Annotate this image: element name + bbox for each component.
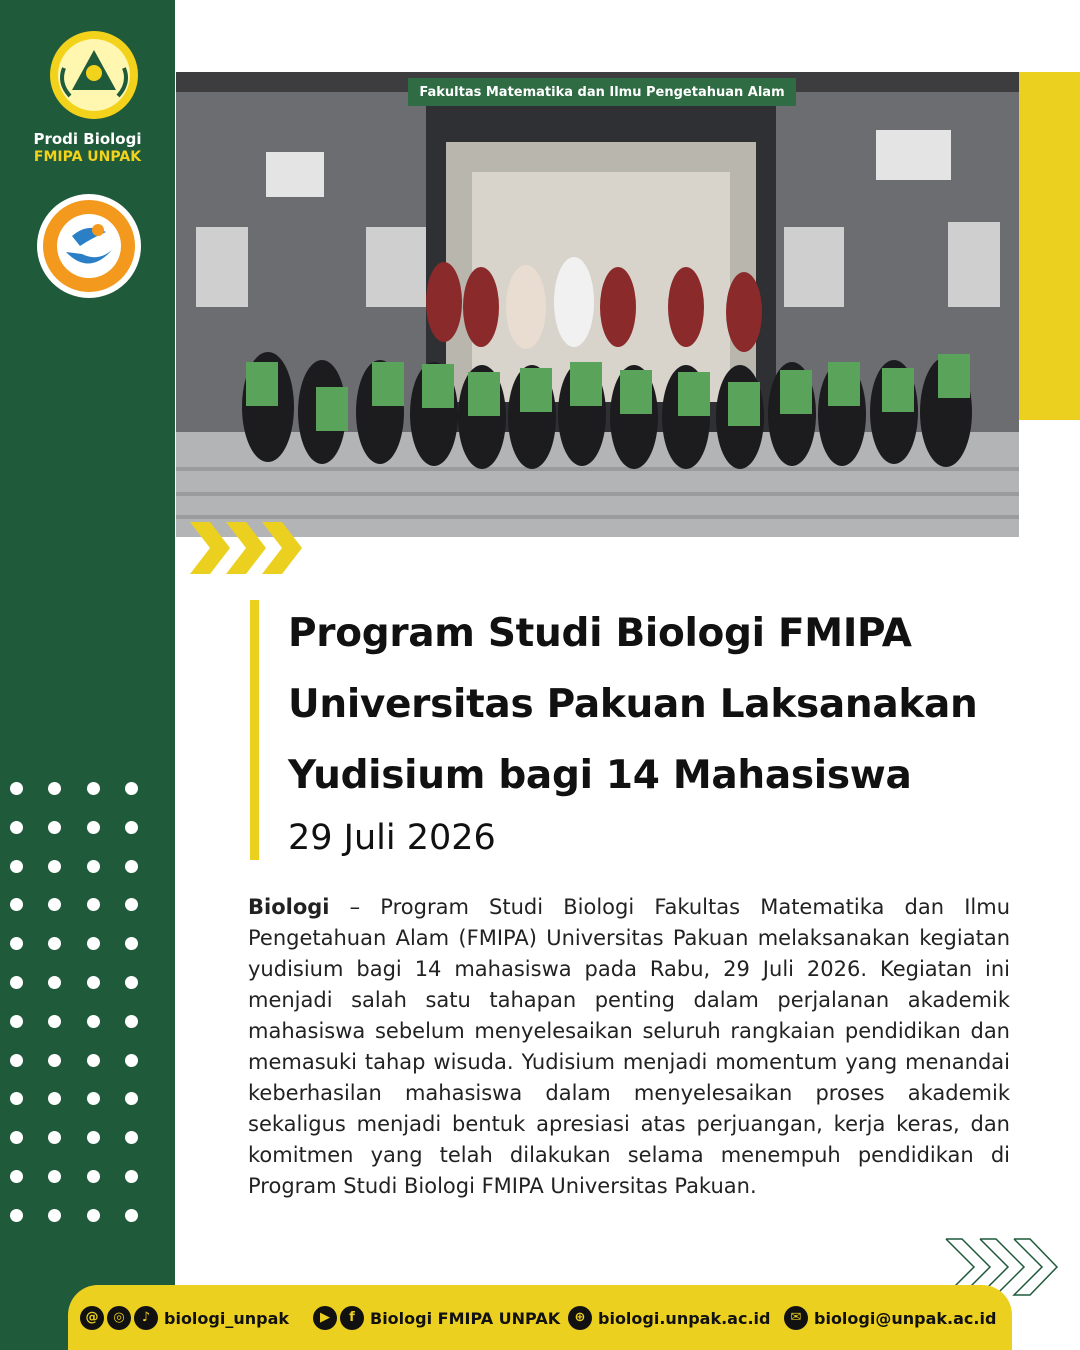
article-lead: Biologi <box>248 895 330 919</box>
decorative-dot <box>87 937 100 950</box>
decorative-dot <box>125 1054 138 1067</box>
decorative-dot <box>87 1015 100 1028</box>
prodi-line2: FMIPA UNPAK <box>33 149 142 165</box>
decorative-dot <box>10 1170 23 1183</box>
threads-icon: @ <box>80 1306 104 1330</box>
decorative-dot <box>125 860 138 873</box>
social-handle-item[interactable] <box>80 1305 289 1331</box>
title-line2: Universitas Pakuan Laksanakan <box>288 682 978 727</box>
email-address: biologi@unpak.ac.id <box>814 1308 997 1328</box>
decorative-dot <box>48 1170 61 1183</box>
decorative-dot <box>125 1015 138 1028</box>
decorative-dot <box>10 937 23 950</box>
chevron-arrows-icon <box>188 518 308 578</box>
facebook-name: Biologi FMIPA UNPAK <box>370 1308 561 1328</box>
prodi-label <box>0 130 175 166</box>
decorative-dot <box>10 1209 23 1222</box>
prodi-line1: Prodi Biologi <box>33 130 142 148</box>
decorative-dot <box>87 821 100 834</box>
website-item[interactable] <box>568 1305 770 1331</box>
decorative-dot <box>87 782 100 795</box>
decorative-dot <box>48 1054 61 1067</box>
decorative-dot <box>10 1131 23 1144</box>
mail-icon: ✉ <box>784 1306 808 1330</box>
social-handle: biologi_unpak <box>164 1308 290 1328</box>
tiktok-icon: ♪ <box>134 1306 158 1330</box>
building-sign: Fakultas Matematika dan Ilmu Pengetahuan Alam <box>419 85 785 100</box>
decorative-dot <box>48 898 61 911</box>
decorative-dot <box>87 1209 100 1222</box>
article-body-text: – Program Studi Biologi Fakultas Matematika dan Ilmu Pengetahuan Alam (FMIPA) Universitas Pakuan melaksanakan kegiatan yudisium bagi 14 mahasiswa pada Rabu, 29 Juli 2026. Kegiatan ini menjadi salah satu tahapan penting dalam perjalanan akademik mahasiswa sebelum menyelesaikan seluruh rangkaian pendidikan dan memasuki tahap wisuda. Yudisium menjadi momentum yang menandai keberhasilan mahasiswa dalam menyelesaikan proses akademik sekaligus menjadi bentuk apresiasi atas perjuangan, kerja keras, dan komitmen yang telah dilakukan selama menempuh pendidikan di Program Studi Biologi FMIPA Universitas Pakuan. <box>248 895 1010 1198</box>
decorative-dot <box>87 976 100 989</box>
website-url: biologi.unpak.ac.id <box>598 1308 771 1328</box>
decorative-dot <box>10 860 23 873</box>
decorative-dot <box>10 1092 23 1105</box>
decorative-dot <box>48 1092 61 1105</box>
globe-icon: ⊕ <box>568 1306 592 1330</box>
title-line3: Yudisium bagi 14 Mahasiswa <box>288 753 912 798</box>
decorative-dot <box>125 937 138 950</box>
decorative-dot <box>87 1092 100 1105</box>
decorative-dot <box>87 898 100 911</box>
article-date: 29 Juli 2026 <box>288 818 496 858</box>
decorative-dot <box>125 1209 138 1222</box>
diktisaintek-logo <box>32 192 146 300</box>
decorative-dot <box>87 1054 100 1067</box>
decorative-dot <box>48 976 61 989</box>
unpak-logo <box>44 28 144 123</box>
title-accent-bar <box>250 600 259 860</box>
decorative-dot <box>125 898 138 911</box>
email-item[interactable] <box>784 1305 996 1331</box>
sidebar <box>0 0 175 1350</box>
decorative-dot <box>125 1131 138 1144</box>
decorative-dot <box>125 1170 138 1183</box>
decorative-dot <box>10 976 23 989</box>
decorative-dot <box>87 860 100 873</box>
decorative-dot <box>48 1131 61 1144</box>
decorative-yellow-block <box>1018 72 1080 420</box>
facebook-icon: f <box>340 1306 364 1330</box>
decorative-dot <box>10 821 23 834</box>
article-title <box>288 598 1048 811</box>
decorative-dot <box>48 1209 61 1222</box>
decorative-dot <box>125 821 138 834</box>
youtube-icon: ▶ <box>313 1306 337 1330</box>
decorative-dots <box>0 770 175 1240</box>
instagram-icon: ◎ <box>107 1306 131 1330</box>
decorative-dot <box>87 1170 100 1183</box>
decorative-dot <box>10 898 23 911</box>
decorative-dot <box>125 782 138 795</box>
decorative-dot <box>10 1015 23 1028</box>
article-body <box>248 892 1010 1202</box>
decorative-dot <box>87 1131 100 1144</box>
contact-footer <box>68 1285 1012 1350</box>
decorative-dot <box>48 821 61 834</box>
decorative-dot <box>48 937 61 950</box>
decorative-dot <box>48 782 61 795</box>
yudisium-group-photo <box>176 72 1019 537</box>
decorative-dot <box>10 1054 23 1067</box>
facebook-item[interactable] <box>313 1305 560 1331</box>
decorative-dot <box>125 976 138 989</box>
decorative-dot <box>48 1015 61 1028</box>
decorative-dot <box>10 782 23 795</box>
title-line1: Program Studi Biologi FMIPA <box>288 611 912 656</box>
decorative-dot <box>125 1092 138 1105</box>
decorative-dot <box>48 860 61 873</box>
